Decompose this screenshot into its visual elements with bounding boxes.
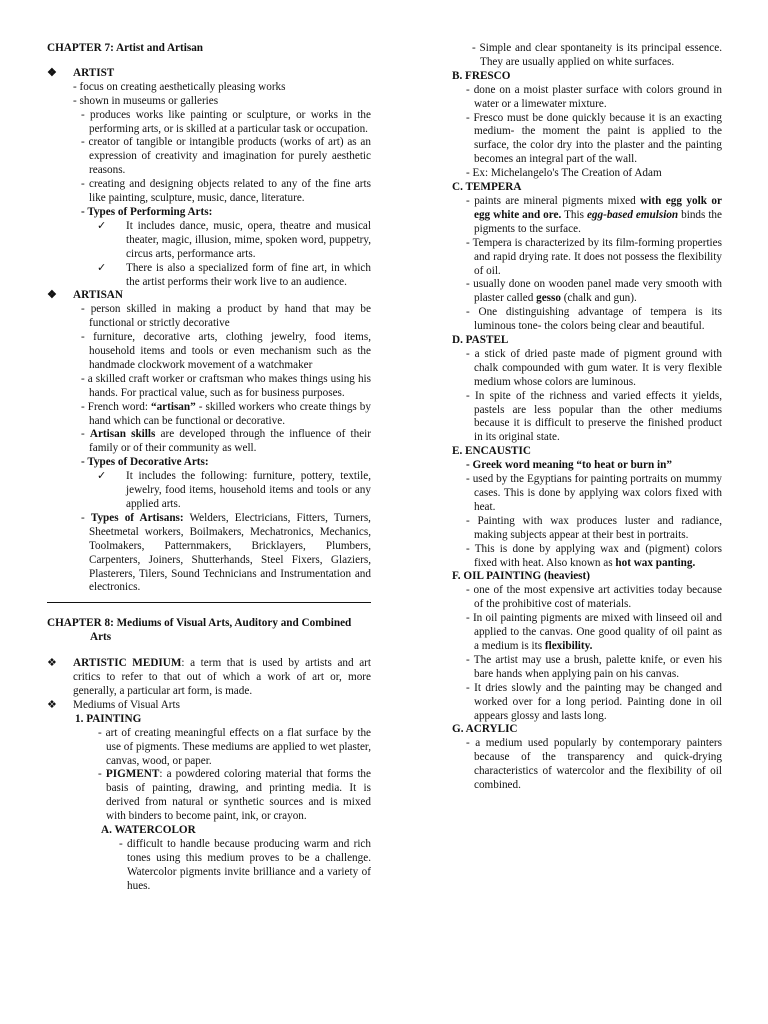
checkmark-icon: ✓ xyxy=(97,261,107,274)
list-item: ✓ There is also a specialized form of fine art, in which the artist performs their work live to an audience. xyxy=(97,261,371,288)
list-item: - focus on creating aesthetically pleasing works xyxy=(73,80,286,93)
list-item: - used by the Egyptians for painting portraits on mummy cases. This is done by applying wax colors fixed with heat. xyxy=(466,473,722,513)
diamond-bullet-icon: ❖ xyxy=(47,66,58,79)
left-column xyxy=(47,42,371,894)
list-item: - Tempera is characterized by its film-forming properties and rapid drying rate. It does not possess the flexibility of oil. xyxy=(466,236,722,277)
list-item: - In spite of the richness and varied effects it yields, pastels are less popular than the other mediums because it is difficult to preserve the finished product in its original state. xyxy=(466,389,722,444)
diamond-bullet-icon: ❖ xyxy=(47,289,58,302)
acrylic-title: G. ACRYLIC xyxy=(452,723,518,736)
list-item: - Ex: Michelangelo's The Creation of Adam xyxy=(466,167,662,180)
section-divider xyxy=(47,602,371,603)
list-item: - difficult to handle because producing warm and rich tones using this medium proves to be a challenge. Watercolor pigments invite brilliance and a variety of hues. xyxy=(119,837,371,892)
list-item: - furniture, decorative arts, clothing jewelry, food items, household items and tools or even mechanism such as the handmade clockwork movement of a watchmaker xyxy=(81,331,371,371)
decorative-arts-title: - Types of Decorative Arts: xyxy=(81,456,209,469)
artist-list xyxy=(47,81,371,290)
encaustic-title: E. ENCAUSTIC xyxy=(452,445,531,458)
performing-arts-title: - Types of Performing Arts: xyxy=(81,205,213,218)
list-item: - person skilled in making a product by hand that may be functional or strictly decorative xyxy=(81,303,371,330)
list-item: - French word: “artisan” - skilled workers who create things by hand which can be functional or decorative. xyxy=(81,400,371,427)
artisan-list xyxy=(47,303,371,595)
list-item: - Artisan skills are developed through the influence of their family or of their community as well. xyxy=(81,428,371,455)
list-item: - creator of tangible or intangible products (works of art) as an expression of creativity and imagination for purely aesthetic reasons. xyxy=(81,136,371,177)
list-item: - creating and designing objects related to any of the fine arts like painting, sculpture, music, dance, literature. xyxy=(81,178,371,205)
mediums-of-visual-arts: ❖ Mediums of Visual Arts xyxy=(47,698,180,711)
list-item: - The artist may use a brush, palette knife, or even his bare hands when applying pain on his canvas. xyxy=(466,653,722,680)
list-item: - One distinguishing advantage of tempera is its luminous tone- the colors being clear and beautiful. xyxy=(466,306,722,333)
diamond-bullet-icon: ❖ xyxy=(47,657,58,670)
artisan-heading: ❖ ARTISAN xyxy=(47,289,123,302)
list-item: - a medium used popularly by contemporary painters because of the transparency and quick-drying characteristics of watercolor and the flexibility of oil combined. xyxy=(466,737,722,792)
list-item: ✓ It includes dance, music, opera, theatre and musical theater, magic, illusion, mime, spoken word, puppetry, circus arts, performance arts. xyxy=(97,219,371,260)
list-item: - one of the most expensive art activities today because of the prohibitive cost of materials. xyxy=(466,584,722,611)
list-item: - Types of Artisans: Welders, Electricians, Fitters, Turners, Sheetmetal workers, Boilmakers, Mechatronics, Mechanics, Toolmakers, Patternmakers, Bricklayers, Plumbers, Carpenters, Joiners, Shutterhands, Steel Fixers, Glaziers, Plasterers, Tilers, Sound Technicians and Instrumentation and electronics. xyxy=(81,511,371,594)
artist-heading: ❖ ARTIST xyxy=(47,66,115,79)
painting-list xyxy=(47,727,371,894)
list-item: - This is done by applying wax and (pigment) colors fixed with heat. Also known as hot wax panting. xyxy=(466,542,722,569)
right-column xyxy=(452,42,722,793)
tempera-title: C. TEMPERA xyxy=(452,181,522,194)
list-item: - Simple and clear spontaneity is its principal essence. They are usually applied on white surfaces. xyxy=(472,42,722,68)
list-item: - In oil painting pigments are mixed with linseed oil and applied to the canvas. One good quality of oil paint as a medium is its flexibility. xyxy=(466,612,722,652)
chapter-8-title: CHAPTER 8: Mediums of Visual Arts, Auditory and Combined Arts xyxy=(47,617,352,644)
watercolor-title: A. WATERCOLOR xyxy=(101,824,196,837)
list-item: - It dries slowly and the painting may be changed and worked over for a long period. Painting done in oil appears glossy and lasts long. xyxy=(466,681,722,722)
list-item: - a stick of dried paste made of pigment ground with chalk compounded with gum water. It is very flexible medium whose colors are luminous. xyxy=(466,347,722,388)
list-item: - Fresco must be done quickly because it is an exacting medium- the moment the paint is applied to the surface, the color dry into the plaster and the painting becomes an integral part of the wall. xyxy=(466,111,722,166)
list-item: - usually done on wooden panel made very smooth with plaster called gesso (chalk and gun). xyxy=(466,278,722,305)
painting-title: 1. PAINTING xyxy=(75,712,142,725)
list-item: - shown in museums or galleries xyxy=(73,94,219,107)
checkmark-icon: ✓ xyxy=(97,219,107,232)
list-item: ✓ It includes the following: furniture, pottery, textile, jewelry, food items, household items and tools or any applied arts. xyxy=(97,470,371,510)
list-item: - a skilled craft worker or craftsman who makes things using his hands. For practical value, such as for business purposes. xyxy=(81,372,371,399)
diamond-bullet-icon: ❖ xyxy=(47,698,58,711)
checkmark-icon: ✓ xyxy=(97,470,107,483)
oil-painting-title: F. OIL PAINTING (heaviest) xyxy=(452,570,590,583)
list-item: - paints are mineral pigments mixed with egg yolk or egg white and ore. This egg-based emulsion binds the pigments to the surface. xyxy=(466,194,722,235)
list-item: - Greek word meaning “to heat or burn in” xyxy=(466,459,672,472)
list-item: - done on a moist plaster surface with colors ground in water or a limewater mixture. xyxy=(466,83,722,110)
fresco-title: B. FRESCO xyxy=(452,69,511,82)
list-item: - produces works like painting or sculpture, or works in the performing arts, or is skilled at a particular task or occupation. xyxy=(81,108,371,135)
list-item: - PIGMENT: a powdered coloring material that forms the basis of painting, drawing, and printing media. It is derived from natural or synthetic sources and is mixed with binders to become paint, ink, or crayon. xyxy=(98,768,371,823)
pastel-title: D. PASTEL xyxy=(452,334,509,347)
list-item: - Painting with wax produces luster and radiance, making subjects appear at their best in portraits. xyxy=(466,514,722,541)
list-item: - art of creating meaningful effects on a flat surface by the use of pigments. These mediums are applied to wet plaster, canvas, wood, or paper. xyxy=(98,726,371,767)
chapter-7-title: CHAPTER 7: Artist and Artisan xyxy=(47,42,204,54)
artistic-medium-definition: ❖ ARTISTIC MEDIUM: a term that is used by artists and art critics to refer to that out of which a work of art or, more generally, a particular art form, is made. xyxy=(47,657,372,697)
